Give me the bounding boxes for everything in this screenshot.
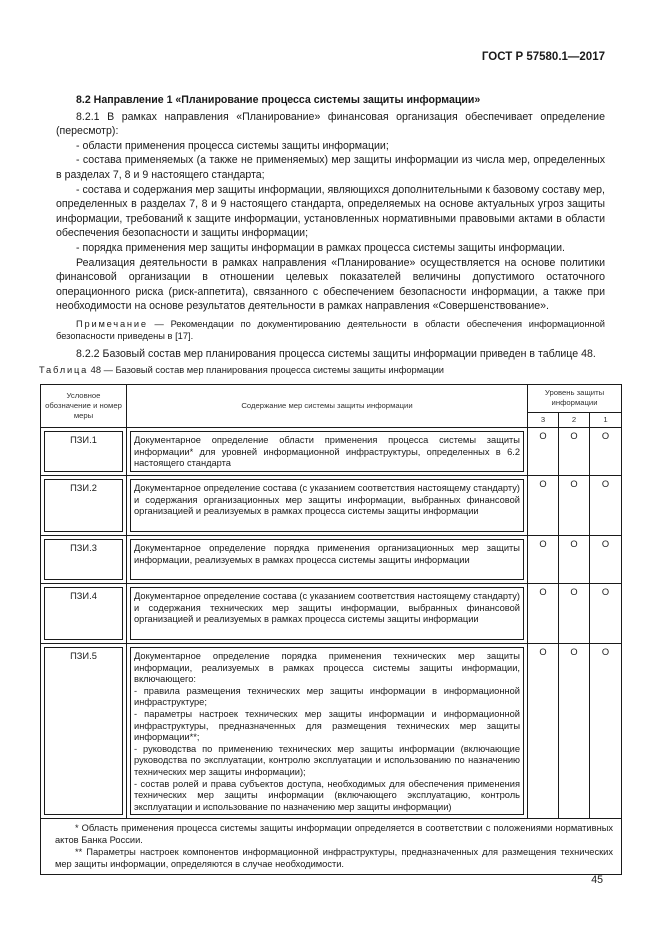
section-body (56, 93, 605, 362)
measure-content: Документарное определение порядка применения организационных мер защиты информации, реализуемых в рамках процесса системы защиты информации (130, 539, 524, 580)
table-header-row (41, 385, 622, 413)
measure-content: Документарное определение порядка применения технических мер защиты информации, реализуемых в рамках процесса системы защиты информации, включающего: - правила размещения технических мер защиты информации в информационной инфраструктуре; - параметры настроек технических мер защиты информации и информационной инфраструктуры, предназначенных для размещения технических мер защиты информации**; - руководства по применению технических мер защиты информации (включающие руководства по эксплуатации, контролю эксплуатации и использованию по назначению технических мер защиты информации); - состав ролей и права субъектов доступа, необходимых для обеспечения применения технических мер защиты информации (включающего эксплуатацию, контроль эксплуатации и использование по назначению мер защиты информации) (130, 647, 524, 815)
note (56, 318, 605, 343)
table-caption-text: 48 — Базовый состав мер планирования процесса системы защиты информации (88, 365, 444, 375)
table-footnotes (41, 819, 622, 875)
level-mark: О (528, 536, 559, 584)
paragraph-8-2-1: 8.2.1 В рамках направления «Планирование» финансовая организация обеспечивает определение (пересмотр): (56, 110, 605, 138)
note-label: Примечание (76, 318, 148, 329)
table-row (41, 476, 622, 536)
level-mark: О (559, 476, 590, 536)
section-title: 8.2 Направление 1 «Планирование процесса системы защиты информации» (76, 94, 481, 106)
list-item: - порядка применения мер защиты информации в рамках процесса системы защиты информации. (76, 241, 565, 254)
level-mark: О (559, 584, 590, 644)
column-header-level: Уровень защиты информации (528, 385, 622, 413)
measure-code: ПЗИ.1 (44, 431, 123, 472)
measures-table (40, 384, 622, 875)
column-header-code: Условное обозначение и номер меры (41, 385, 127, 428)
measure-code: ПЗИ.5 (44, 647, 123, 815)
level-mark: О (528, 644, 559, 819)
table-row (41, 644, 622, 819)
table-row (41, 428, 622, 476)
paragraph-8-2-2: 8.2.2 Базовый состав мер планирования процесса системы защиты информации приведен в таблице 48. (76, 347, 596, 360)
level-mark: О (559, 428, 590, 476)
level-header: 2 (559, 413, 590, 428)
list-item: - состава применяемых (а также не применяемых) мер защиты информации из числа мер, определенных в разделах 7, 8 и 9 настоящего стандарта; (56, 154, 605, 181)
list-item: - состава и содержания мер защиты информации, являющихся дополнительными к базовому составу мер, определенных в разделах 7, 8 и 9 настоящего стандарта, определяемых на основе актуальных угроз защиты информации, требований к защите информации, установленных нормативными правовыми актами в области обеспечения безопасности и защиты информации; (56, 183, 605, 240)
table-caption (39, 365, 444, 375)
measure-content: Документарное определение состава (с указанием соответствия настоящему стандарту) и содержания организационных мер защиты информации, выбранных финансовой организацией и реализуемых в рамках процесса системы защиты информации (130, 479, 524, 532)
paragraph-planning-basis: Реализация деятельности в рамках направления «Планирование» осуществляется на основе политики финансовой организации в отношении целевых показателей величины допустимого остаточного операционного риска (риск-аппетита), связанного с обеспечением безопасности информации, а также при необходимости на основе результатов деятельности в рамках направления «Совершенствование». (56, 256, 605, 313)
level-mark: О (590, 536, 622, 584)
table-row (41, 536, 622, 584)
list-item: - области применения процесса системы защиты информации; (76, 139, 389, 152)
level-mark: О (528, 584, 559, 644)
footnote: ** Параметры настроек компонентов информационной инфраструктуры, предназначенных для размещения технических мер защиты информации, определяются в случае необходимости. (55, 847, 614, 869)
measure-code: ПЗИ.4 (44, 587, 123, 640)
level-mark: О (590, 428, 622, 476)
level-mark: О (559, 644, 590, 819)
table-footnotes-row (41, 819, 622, 875)
measure-content: Документарное определение состава (с указанием соответствия настоящему стандарту) и содержания технических мер защиты информации, выбранных финансовой организацией и реализуемых в рамках процесса системы защиты информации (130, 587, 524, 640)
note-text: — Рекомендации по документированию деятельности в области обеспечения информационной безопасности приведены в [17]. (56, 318, 605, 342)
level-header: 1 (590, 413, 622, 428)
footnote: * Область применения процесса системы защиты информации определяется в соответствии с положениями нормативных актов Банка России. (55, 823, 614, 845)
measure-content: Документарное определение области применения процесса системы защиты информации* для уровней информационной инфраструктуры, определенных в 6.2 настоящего стандарта (130, 431, 524, 472)
table-row (41, 584, 622, 644)
level-mark: О (528, 428, 559, 476)
level-mark: О (590, 644, 622, 819)
table-caption-label: Таблица (39, 365, 89, 375)
measure-code: ПЗИ.3 (44, 539, 123, 580)
page-number: 45 (591, 874, 603, 886)
document-id-header: ГОСТ Р 57580.1—2017 (481, 51, 605, 63)
level-mark: О (590, 476, 622, 536)
level-mark: О (559, 536, 590, 584)
measure-code: ПЗИ.2 (44, 479, 123, 532)
level-header: 3 (528, 413, 559, 428)
level-mark: О (590, 584, 622, 644)
level-mark: О (528, 476, 559, 536)
column-header-content: Содержание мер системы защиты информации (127, 385, 528, 428)
